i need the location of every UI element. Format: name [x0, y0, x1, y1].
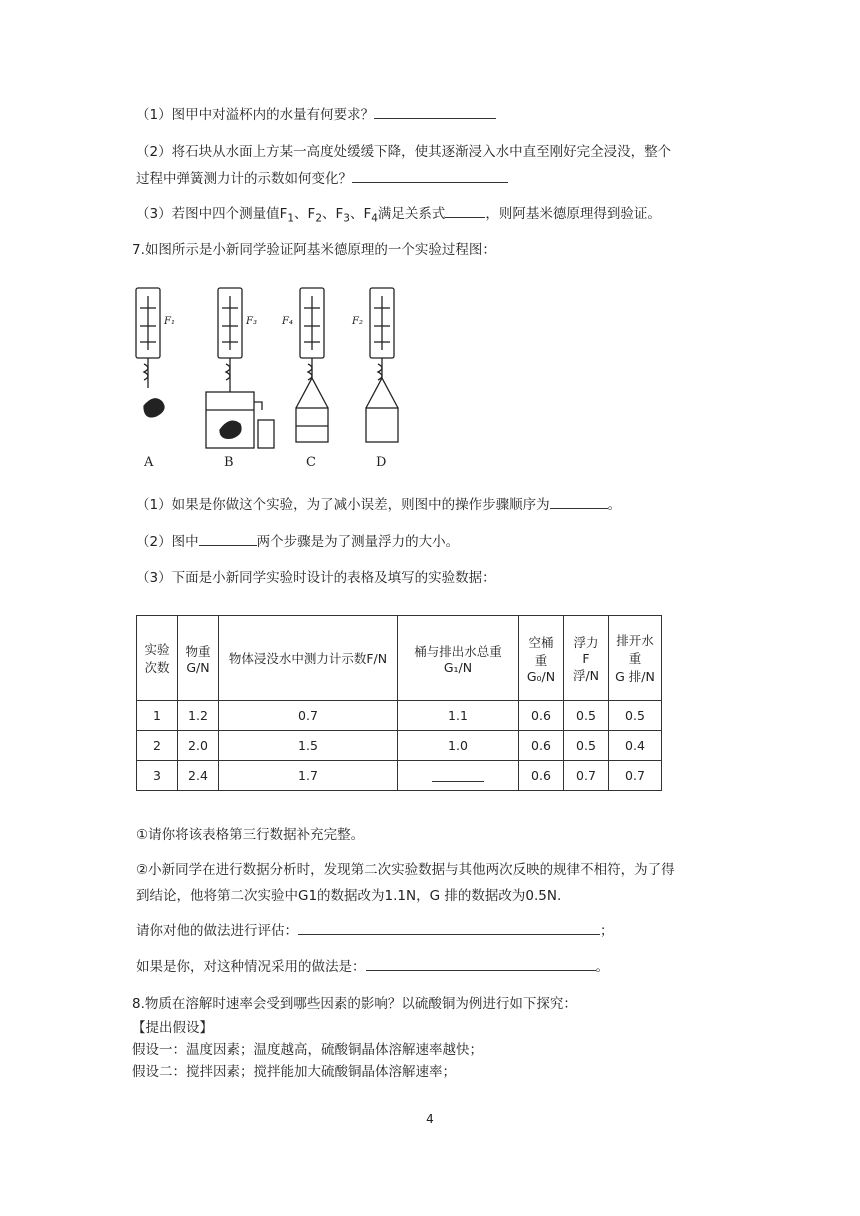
q7-part2: （2）图中 两个步骤是为了测量浮力的大小。 — [136, 531, 459, 552]
table-cell: 1.1 — [398, 701, 519, 731]
table-cell: 0.6 — [519, 761, 564, 791]
q6-part3: （3）若图中四个测量值$F_1$、$F_2$、$F_3$、$F_4$满足关系式 ，则阿基米德原理得到验证。 — [136, 203, 661, 229]
header-reading: 物体浸没水中测力计示数F/N — [219, 616, 398, 701]
q7-part3: （3）下面是小新同学实验时设计的表格及填写的实验数据： — [136, 570, 496, 586]
header-buoyancy: 浮力 F 浮/N — [564, 616, 609, 701]
table-cell: 0.5 — [609, 701, 662, 731]
table-cell: 1.7 — [219, 761, 398, 791]
table-cell: 1 — [137, 701, 178, 731]
force-label-a: F₁ — [164, 316, 175, 327]
answer-blank — [374, 104, 496, 119]
table-cell: 2 — [137, 731, 178, 761]
answer-blank — [550, 494, 608, 509]
table-cell: 1.0 — [398, 731, 519, 761]
table-row — [137, 731, 662, 761]
q7-c1: ①请你将该表格第三行数据补充完整。 — [136, 827, 365, 843]
answer-blank — [445, 203, 485, 218]
q6-part1: （1）图甲中对溢杯内的水量有何要求？ — [136, 104, 496, 125]
page-number: 4 — [426, 1112, 434, 1126]
q7-c2-line2: 到结论，他将第二次实验中G1的数据改为1.1N，G 排的数据改为0.5N. — [136, 888, 562, 904]
q7-part1: （1）如果是你做这个实验，为了减小误差，则图中的操作步骤顺序为 。 — [136, 494, 621, 515]
table-row — [137, 761, 662, 791]
header-total: 桶与排出水总重 G₁/N — [398, 616, 519, 701]
header-displaced: 排开水 重 G 排/N — [609, 616, 662, 701]
table-cell: 0.5 — [564, 701, 609, 731]
experiment-data-table — [136, 615, 662, 791]
experiment-figure — [128, 280, 548, 480]
force-label-b: F₃ — [246, 316, 257, 327]
q7-method: 如果是你，对这种情况采用的做法是： 。 — [136, 956, 609, 977]
q7-evaluate: 请你对他的做法进行评估： ； — [136, 920, 614, 941]
table-cell: 0.4 — [609, 731, 662, 761]
answer-blank — [432, 767, 484, 782]
q6-part2-line1: （2）将石块从水面上方某一高度处缓缓下降，使其逐渐浸入水中直至刚好完全浸没，整个 — [136, 144, 672, 160]
table-cell: 0.5 — [564, 731, 609, 761]
table-cell: 3 — [137, 761, 178, 791]
table-cell: 1.5 — [219, 731, 398, 761]
header-trial: 实验 次数 — [137, 616, 178, 701]
q8-hypothesis-1: 假设一：温度因素；温度越高，硫酸铜晶体溶解速率越快； — [132, 1042, 483, 1058]
table-cell-blank — [398, 761, 519, 791]
table-header-row — [137, 616, 662, 701]
table-cell: 2.4 — [178, 761, 219, 791]
q7-c2-line1: ②小新同学在进行数据分析时，发现第二次实验数据与其他两次反映的规律不相符，为了得 — [136, 862, 675, 878]
figure-label-a: A — [144, 455, 154, 470]
answer-blank — [199, 531, 257, 546]
q6-part2-line2: 过程中弹簧测力计的示数如何变化？ — [136, 168, 508, 189]
q8-intro: 8.物质在溶解时速率会受到哪些因素的影响？以硫酸铜为例进行如下探究： — [132, 996, 577, 1012]
table-cell: 0.6 — [519, 731, 564, 761]
table-cell: 0.7 — [609, 761, 662, 791]
table-cell: 0.7 — [219, 701, 398, 731]
header-bucket: 空桶重 G₀/N — [519, 616, 564, 701]
table-cell: 0.6 — [519, 701, 564, 731]
q8-hypothesis-2: 假设二：搅拌因素；搅拌能加大硫酸铜晶体溶解速率； — [132, 1064, 456, 1080]
q8-heading: 【提出假设】 — [132, 1020, 213, 1036]
figure-label-c: C — [306, 455, 316, 470]
figure-label-d: D — [376, 455, 387, 470]
table-cell: 0.7 — [564, 761, 609, 791]
header-weight: 物重 G/N — [178, 616, 219, 701]
force-label-c: F₄ — [282, 316, 293, 327]
spring-scale-a — [136, 288, 160, 388]
answer-blank — [352, 168, 508, 183]
table-cell: 2.0 — [178, 731, 219, 761]
q7-intro: 7.如图所示是小新同学验证阿基米德原理的一个实验过程图： — [132, 242, 496, 258]
force-label-d: F₂ — [352, 316, 363, 327]
figure-label-b: B — [224, 455, 234, 470]
table-row — [137, 701, 662, 731]
table-cell: 1.2 — [178, 701, 219, 731]
answer-blank — [298, 920, 600, 935]
answer-blank — [366, 956, 596, 971]
